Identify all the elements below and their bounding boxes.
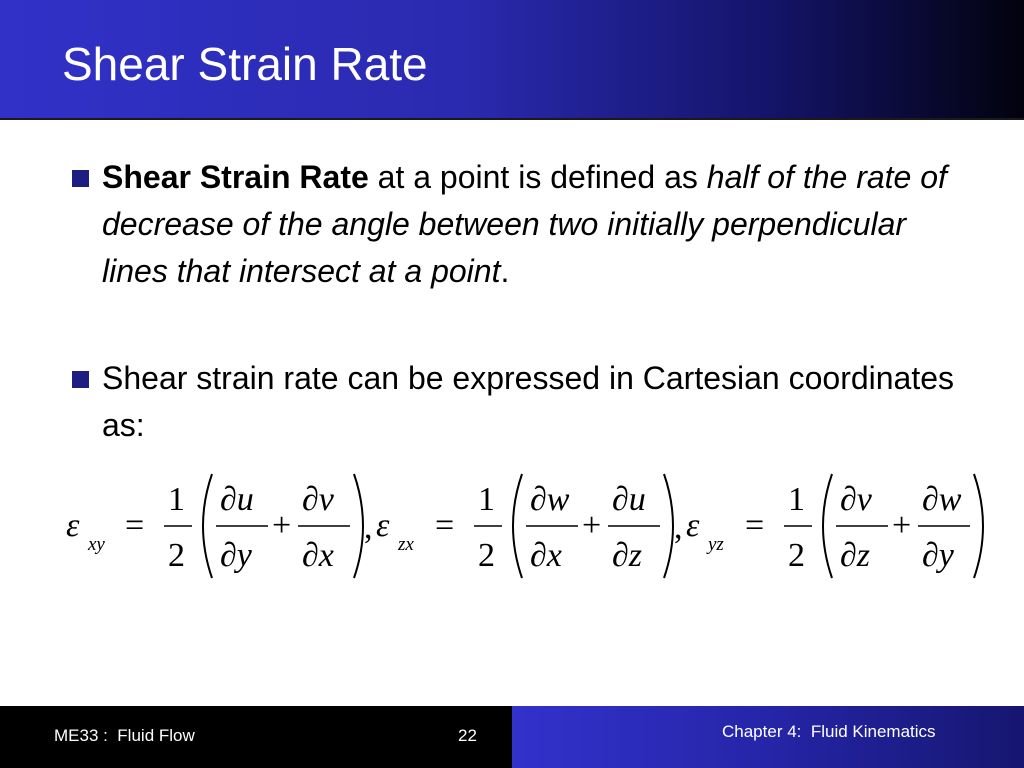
period: . (500, 253, 510, 289)
strain-subscript: xy (88, 534, 105, 555)
partial-numerator: ∂v (302, 481, 334, 518)
open-parenthesis (203, 474, 212, 578)
half-denominator: 2 (788, 537, 805, 574)
bullet-text (102, 154, 962, 295)
partial-numerator: ∂w (530, 481, 570, 518)
open-parenthesis (513, 474, 522, 578)
epsilon-symbol: ε (66, 507, 80, 544)
partial-numerator: ∂u (612, 481, 646, 518)
close-parenthesis (354, 474, 363, 578)
slide-title: Shear Strain Rate (62, 38, 428, 90)
epsilon-symbol: ε (376, 507, 390, 544)
square-bullet-icon (72, 170, 89, 187)
equals-sign: = (435, 507, 455, 544)
half-numerator: 1 (788, 481, 805, 518)
half-numerator: 1 (168, 481, 185, 518)
bullet-text: Shear strain rate can be expressed in Cartesian coordinates as: (102, 360, 955, 443)
half-denominator: 2 (478, 537, 495, 574)
comma-separator: , (674, 509, 683, 546)
equation-graphic (50, 466, 990, 586)
plus-sign: + (892, 507, 912, 544)
plus-sign: + (582, 507, 602, 544)
header-divider (0, 118, 1024, 120)
strain-subscript: zx (398, 534, 414, 555)
close-parenthesis (974, 474, 983, 578)
shear-strain-equation (50, 466, 990, 586)
comma-separator: , (364, 509, 373, 546)
plus-sign: + (272, 507, 292, 544)
equals-sign: = (745, 507, 765, 544)
partial-denominator: ∂y (922, 537, 954, 574)
italic-definition: half of the rate of decrease of the angle between two initially perpendicular lines that intersect at a point (102, 159, 947, 289)
footer-left (0, 706, 512, 768)
page-number: 22 (458, 726, 477, 745)
partial-numerator: ∂u (220, 481, 254, 518)
partial-denominator: ∂x (530, 537, 562, 574)
slide-header (0, 0, 1024, 120)
strain-subscript: yz (708, 534, 724, 555)
square-bullet-icon (72, 371, 89, 388)
half-denominator: 2 (168, 537, 185, 574)
partial-denominator: ∂z (840, 537, 871, 574)
bold-term: Shear Strain Rate (102, 159, 369, 195)
plain-text: at a point is defined as (368, 159, 707, 195)
footer-chapter: Chapter 4: Fluid Kinematics (722, 722, 936, 741)
open-parenthesis (823, 474, 832, 578)
partial-numerator: ∂v (840, 481, 872, 518)
close-parenthesis (664, 474, 673, 578)
partial-denominator: ∂z (612, 537, 643, 574)
partial-denominator: ∂x (302, 537, 334, 574)
footer-right (512, 706, 1024, 768)
half-numerator: 1 (478, 481, 495, 518)
epsilon-symbol: ε (686, 507, 700, 544)
equals-sign: = (125, 507, 145, 544)
partial-numerator: ∂w (922, 481, 962, 518)
footer-course: ME33 : Fluid Flow (54, 726, 195, 745)
partial-denominator: ∂y (220, 537, 252, 574)
